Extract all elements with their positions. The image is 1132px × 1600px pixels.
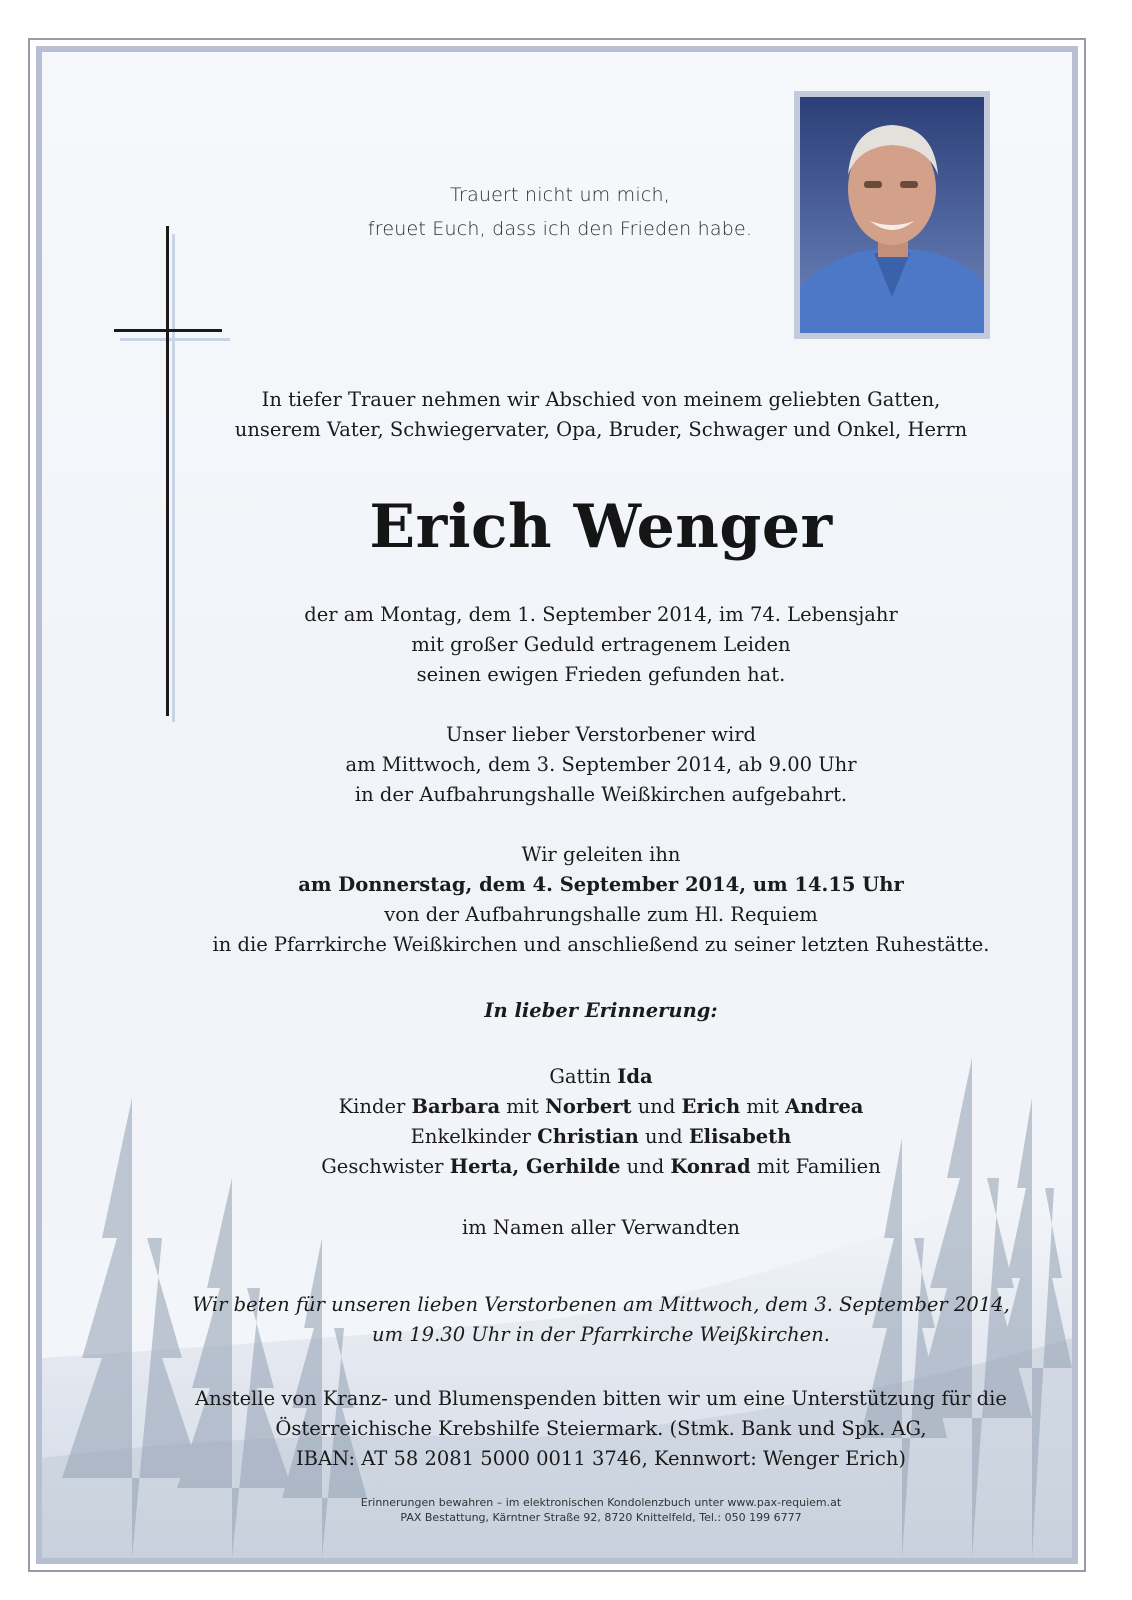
funeral-line: Wir geleiten ihn (521, 843, 681, 866)
label: Geschwister (321, 1155, 444, 1178)
family-children (60, 1092, 1132, 1122)
connector: und (626, 1155, 665, 1178)
footer-line: Erinnerungen bewahren – im elektronischen Kondolenzbuch unter www.pax-requiem.at (360, 1496, 842, 1509)
family-wife (60, 1062, 1132, 1092)
connector: mit Familien (756, 1155, 881, 1178)
motto-line: freuet Euch, dass ich den Frieden habe. (367, 218, 753, 240)
viewing-line: in der Aufbahrungshalle Weißkirchen aufgebahrt. (354, 783, 848, 806)
portrait-photo (794, 91, 990, 339)
funeral-line: in die Pfarrkirche Weißkirchen und anschließend zu seiner letzten Ruhestätte. (212, 933, 990, 956)
viewing-line: Unser lieber Verstorbener wird (445, 723, 757, 746)
name: Erich (681, 1095, 741, 1118)
label: Enkelkinder (410, 1125, 531, 1148)
donation-line: Österreichische Krebshilfe Steiermark. (Stmk. Bank und Spk. AG, (275, 1417, 927, 1440)
name: Ida (617, 1065, 653, 1088)
prayer-line: Wir beten für unseren lieben Verstorbenen am Mittwoch, dem 3. September 2014, (192, 1293, 1010, 1316)
name: Norbert (545, 1095, 632, 1118)
funeral-date: am Donnerstag, dem 4. September 2014, um 14.15 Uhr (298, 873, 904, 896)
label: Gattin (549, 1065, 612, 1088)
intro-line: In tiefer Trauer nehmen wir Abschied von meinem geliebten Gatten, (261, 388, 941, 411)
portrait-image (800, 97, 984, 333)
cross-icon-crossbar (114, 329, 222, 332)
death-line: mit großer Geduld ertragenem Leiden (411, 633, 791, 656)
connector: und (645, 1125, 683, 1148)
connector: mit (746, 1095, 779, 1118)
name: Christian (537, 1125, 639, 1148)
motto-line: Trauert nicht um mich, (450, 184, 670, 206)
donation-line: Anstelle von Kranz- und Blumenspenden bitten wir um eine Unterstützung für die (195, 1387, 1007, 1410)
connector: und (637, 1095, 676, 1118)
motto (330, 178, 790, 246)
name: Andrea (785, 1095, 864, 1118)
relatives-line: im Namen aller Verwandten (461, 1216, 740, 1239)
memory-heading: In lieber Erinnerung: (484, 999, 718, 1022)
name: Barbara (411, 1095, 501, 1118)
donation-line: IBAN: AT 58 2081 5000 0011 3746, Kennwort: Wenger Erich) (295, 1447, 906, 1470)
footer-line: PAX Bestattung, Kärntner Straße 92, 8720 Knittelfeld, Tel.: 050 199 6777 (400, 1511, 802, 1524)
death-line: der am Montag, dem 1. September 2014, im 74. Lebensjahr (304, 603, 898, 626)
name: Konrad (670, 1155, 751, 1178)
intro-line: unserem Vater, Schwiegervater, Opa, Bruder, Schwager und Onkel, Herrn (234, 418, 968, 441)
viewing-line: am Mittwoch, dem 3. September 2014, ab 9.00 Uhr (345, 753, 857, 776)
cross-shadow-horizontal (120, 338, 230, 341)
funeral-line: von der Aufbahrungshalle zum Hl. Requiem (384, 903, 818, 926)
death-line: seinen ewigen Frieden gefunden hat. (416, 663, 786, 686)
connector: mit (506, 1095, 539, 1118)
deceased-name: Erich Wenger (369, 492, 833, 562)
name: Elisabeth (688, 1125, 792, 1148)
family-siblings (60, 1152, 1132, 1182)
prayer-line: um 19.30 Uhr in der Pfarrkirche Weißkirchen. (372, 1323, 830, 1346)
family-grandchildren (60, 1122, 1132, 1152)
name: Herta, Gerhilde (449, 1155, 621, 1178)
label: Kinder (338, 1095, 406, 1118)
